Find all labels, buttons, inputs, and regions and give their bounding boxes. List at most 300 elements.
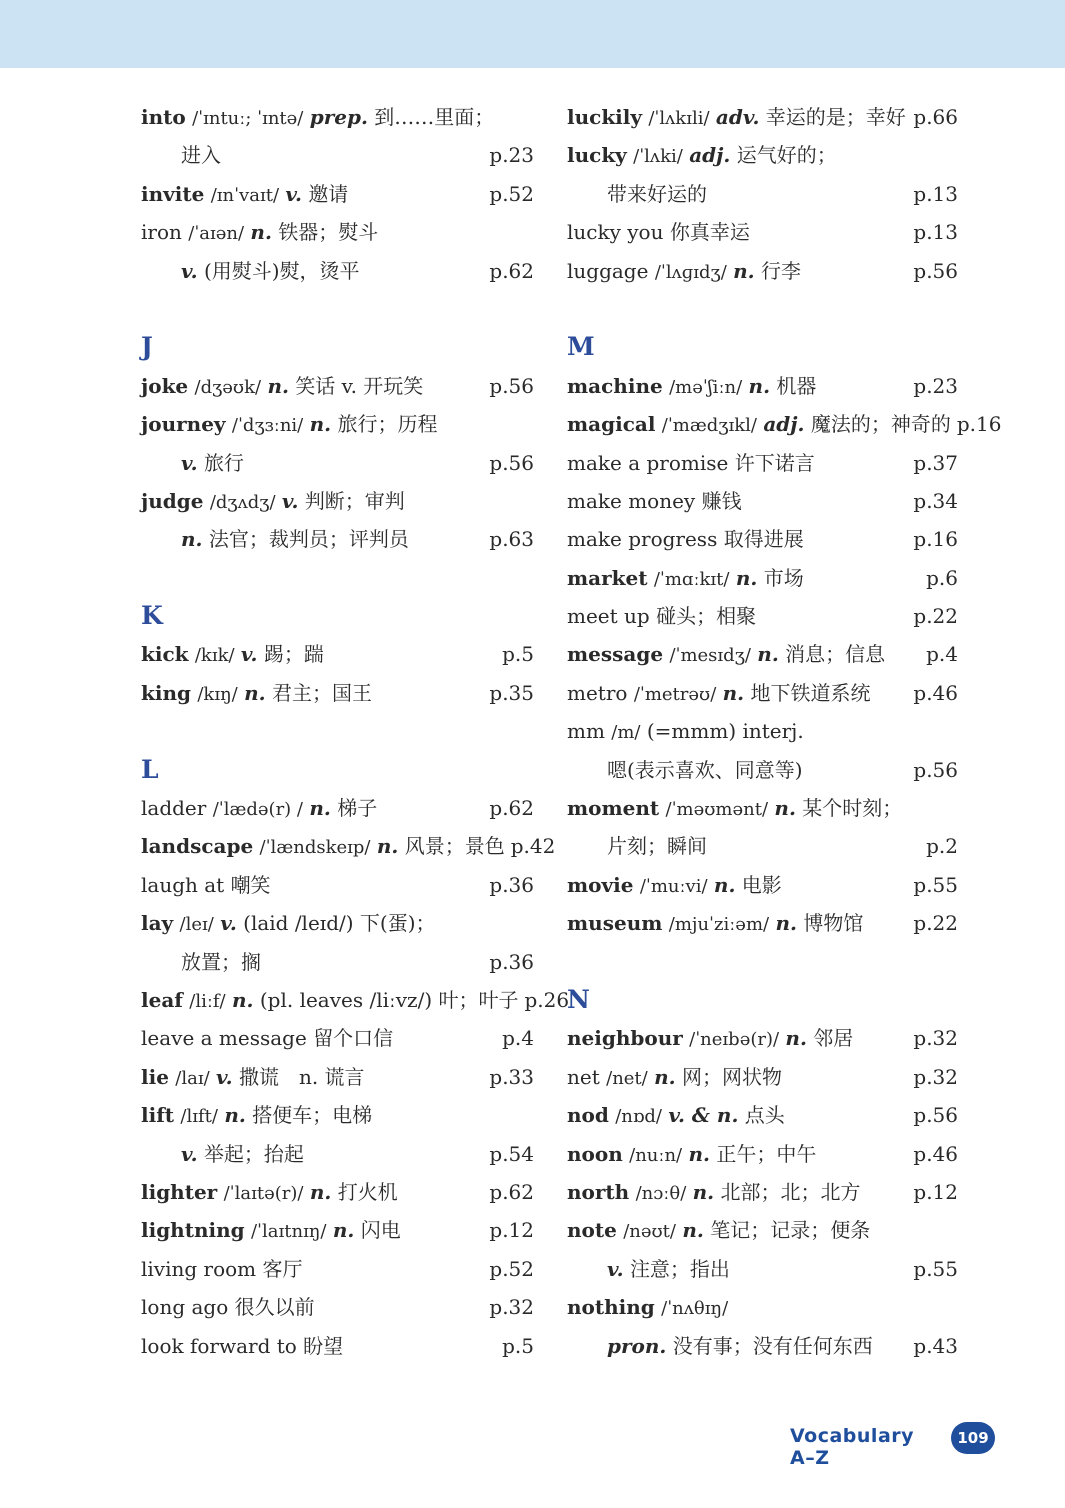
page-reference: p.56 bbox=[489, 450, 534, 475]
headword: landscape bbox=[141, 834, 254, 859]
entry-text bbox=[567, 712, 804, 750]
page-reference: p.62 bbox=[489, 796, 534, 821]
definition: 旅行；历程 bbox=[337, 412, 438, 437]
headword: into bbox=[141, 105, 186, 129]
headword: museum bbox=[567, 911, 663, 936]
page-reference: p.56 bbox=[913, 757, 958, 782]
entry-text bbox=[141, 1211, 401, 1249]
part-of-speech: n. bbox=[682, 1218, 704, 1243]
definition: 片刻；瞬间 bbox=[607, 834, 707, 859]
vocab-entry bbox=[141, 866, 534, 904]
spacer-line bbox=[141, 712, 534, 750]
page-reference: p.23 bbox=[913, 373, 958, 398]
definition: 撒谎 n. 谎言 bbox=[238, 1064, 365, 1089]
headword: make a promise bbox=[567, 450, 729, 475]
definition: 邀请 bbox=[308, 181, 349, 206]
page-reference: p.52 bbox=[489, 1256, 534, 1281]
part-of-speech: n. bbox=[250, 220, 272, 245]
definition: 带来好运的 bbox=[607, 181, 707, 206]
definition: (pl. leaves /liːvz/) 叶；叶子 bbox=[259, 987, 519, 1012]
spacer-line bbox=[567, 943, 958, 981]
part-of-speech: v. bbox=[607, 1256, 624, 1281]
definition: 市场 bbox=[763, 565, 804, 590]
entry-text bbox=[141, 1288, 315, 1326]
phonetic: /ˈlaɪtnɪŋ/ bbox=[250, 1221, 327, 1243]
definition: 博物馆 bbox=[803, 911, 864, 936]
phonetic: /ˈnʌθɪŋ/ bbox=[661, 1298, 729, 1320]
headword: lucky you bbox=[567, 220, 664, 245]
definition: 某个时刻； bbox=[802, 796, 903, 821]
definition: 幸运的是；幸好 bbox=[765, 105, 906, 129]
phonetic: /kɪk/ bbox=[194, 645, 235, 667]
vocab-entry bbox=[141, 789, 534, 827]
part-of-speech: n. bbox=[654, 1064, 676, 1089]
headword: long ago bbox=[141, 1295, 229, 1320]
entry-text bbox=[141, 1135, 304, 1173]
part-of-speech: n. bbox=[309, 1179, 332, 1204]
page-number-badge: 109 bbox=[951, 1422, 995, 1454]
page-reference: p.55 bbox=[913, 872, 958, 897]
vocab-entry bbox=[141, 1288, 534, 1326]
entry-text bbox=[141, 405, 437, 443]
page-reference: p.32 bbox=[913, 1026, 958, 1051]
definition: 笔记；记录；便条 bbox=[710, 1218, 871, 1243]
part-of-speech: n. bbox=[244, 680, 266, 705]
page-reference: p.13 bbox=[913, 220, 958, 245]
headword: lucky bbox=[567, 143, 627, 168]
part-of-speech: n. bbox=[692, 1179, 715, 1204]
vocab-entry bbox=[567, 674, 958, 712]
page-reference: p.4 bbox=[926, 642, 958, 667]
headword: leaf bbox=[141, 987, 183, 1012]
headword: message bbox=[567, 642, 664, 667]
phonetic: /lɪft/ bbox=[180, 1106, 218, 1128]
page-reference: p.34 bbox=[913, 488, 958, 513]
phonetic: /ˈmɑːkɪt/ bbox=[653, 568, 730, 590]
headword: neighbour bbox=[567, 1026, 683, 1051]
part-of-speech: n. bbox=[775, 911, 797, 936]
vocab-entry bbox=[141, 1250, 534, 1288]
definition: 邻居 bbox=[813, 1026, 854, 1051]
phonetic: /ˈmetrəʊ/ bbox=[633, 683, 717, 705]
page-reference: p.23 bbox=[489, 143, 534, 168]
phonetic: /ˈlaɪtə(r)/ bbox=[223, 1182, 304, 1204]
headword: lift bbox=[141, 1103, 175, 1128]
part-of-speech: n. bbox=[735, 565, 758, 590]
page-reference: p.13 bbox=[913, 181, 958, 206]
part-of-speech: n. bbox=[332, 1218, 355, 1243]
page-reference: p.56 bbox=[913, 1103, 958, 1128]
vocab-entry bbox=[567, 136, 958, 174]
letter-heading-text: K bbox=[141, 601, 163, 631]
letter-heading-text: J bbox=[141, 332, 153, 362]
entry-text bbox=[567, 827, 707, 865]
phonetic: /dʒʌdʒ/ bbox=[209, 491, 276, 513]
page-reference: p.16 bbox=[913, 527, 958, 552]
part-of-speech: v. bbox=[216, 1064, 233, 1089]
page-reference: p.36 bbox=[489, 949, 534, 974]
page-footer bbox=[790, 1421, 1000, 1469]
definition: 举起；抬起 bbox=[203, 1141, 304, 1166]
phonetic: /ˈməʊmənt/ bbox=[665, 799, 769, 821]
vocab-entry bbox=[141, 98, 534, 136]
definition: 进入 bbox=[181, 143, 221, 168]
phonetic: /laɪ/ bbox=[175, 1067, 210, 1089]
entry-text bbox=[141, 635, 324, 673]
phonetic: /ɪnˈvaɪt/ bbox=[210, 184, 280, 206]
section-title: Vocabulary A–Z bbox=[790, 1425, 915, 1469]
vocab-entry bbox=[567, 520, 958, 558]
page-reference: p.43 bbox=[913, 1333, 958, 1358]
part-of-speech: v. bbox=[220, 911, 237, 936]
vocab-entry bbox=[567, 866, 958, 904]
vocab-entry bbox=[567, 482, 958, 520]
page-reference: p.32 bbox=[489, 1295, 534, 1320]
entry-text bbox=[141, 1250, 303, 1288]
headword: make money bbox=[567, 488, 696, 513]
headword: ladder bbox=[141, 796, 207, 821]
headword: luggage bbox=[567, 258, 649, 283]
vocab-entry bbox=[567, 597, 958, 635]
entry-continuation bbox=[567, 751, 958, 789]
entry-text bbox=[141, 1327, 343, 1365]
definition: 梯子 bbox=[337, 796, 378, 821]
entry-text bbox=[567, 136, 837, 174]
letter-heading-text: M bbox=[567, 332, 595, 362]
headword: journey bbox=[141, 412, 226, 437]
entry-text bbox=[141, 1173, 398, 1211]
part-of-speech: v. bbox=[285, 181, 302, 206]
headword: lightning bbox=[141, 1218, 245, 1243]
definition: 很久以前 bbox=[234, 1295, 315, 1320]
vocab-entry bbox=[141, 405, 534, 443]
vocab-entry bbox=[567, 712, 958, 750]
phonetic: /ˈaɪən/ bbox=[188, 223, 245, 245]
headword: net bbox=[567, 1064, 600, 1089]
entry-text bbox=[141, 827, 505, 865]
definition: 许下诺言 bbox=[734, 450, 815, 475]
page-reference: p.12 bbox=[489, 1218, 534, 1243]
headword: lie bbox=[141, 1064, 169, 1089]
headword: mm bbox=[567, 719, 605, 744]
phonetic: /ˈlʌki/ bbox=[633, 146, 683, 168]
page-reference: p.22 bbox=[913, 604, 958, 629]
entry-text bbox=[567, 1135, 816, 1173]
vocab-entry bbox=[141, 213, 534, 251]
definition: 没有事；没有任何东西 bbox=[672, 1333, 873, 1358]
headword: kick bbox=[141, 642, 189, 667]
spacer-line bbox=[141, 290, 534, 328]
page-reference: p.46 bbox=[913, 1141, 958, 1166]
part-of-speech: adj. bbox=[689, 143, 731, 168]
entry-text bbox=[567, 1211, 870, 1249]
vocab-entry bbox=[141, 674, 534, 712]
entry-continuation bbox=[141, 252, 534, 290]
page-reference: p.2 bbox=[926, 834, 958, 859]
entry-text bbox=[141, 520, 409, 558]
vocab-entry bbox=[141, 635, 534, 673]
letter-heading bbox=[141, 328, 534, 366]
entry-text bbox=[567, 1058, 782, 1096]
page-reference: p.52 bbox=[489, 181, 534, 206]
definition: 机器 bbox=[776, 373, 817, 398]
definition: 地下铁道系统 bbox=[750, 680, 871, 705]
entry-text bbox=[567, 213, 750, 251]
definition: 闪电 bbox=[360, 1218, 401, 1243]
letter-heading bbox=[567, 328, 958, 366]
entry-text bbox=[141, 943, 261, 981]
page-reference: p.55 bbox=[913, 1256, 958, 1281]
definition: 消息；信息 bbox=[785, 642, 886, 667]
part-of-speech: n. bbox=[181, 527, 203, 552]
vocab-entry bbox=[141, 827, 556, 865]
entry-text bbox=[141, 1058, 365, 1096]
definition: 到……里面； bbox=[374, 105, 495, 129]
entry-text bbox=[141, 981, 519, 1019]
entry-continuation bbox=[141, 1135, 534, 1173]
entry-text bbox=[567, 674, 871, 712]
headword: market bbox=[567, 565, 648, 590]
entry-text bbox=[141, 482, 405, 520]
entry-text bbox=[141, 252, 360, 290]
letter-heading bbox=[141, 597, 534, 635]
entry-text bbox=[567, 1019, 853, 1057]
phonetic: /ˈmuːvi/ bbox=[639, 875, 708, 897]
part-of-speech: n. bbox=[267, 373, 289, 398]
headword: meet up bbox=[567, 604, 650, 629]
vocab-entry bbox=[141, 1058, 534, 1096]
vocab-entry bbox=[141, 175, 534, 213]
vocab-entry bbox=[141, 482, 534, 520]
entry-text bbox=[567, 597, 756, 635]
headword: joke bbox=[141, 373, 189, 398]
page-reference: p.42 bbox=[510, 834, 556, 859]
headword: nod bbox=[567, 1103, 609, 1128]
page-reference: p.56 bbox=[489, 373, 534, 398]
definition: 留个口信 bbox=[313, 1026, 394, 1051]
headword: luckily bbox=[567, 105, 642, 129]
vocab-entry bbox=[567, 252, 958, 290]
page-reference: p.12 bbox=[913, 1179, 958, 1204]
definition: 笑话 v. 开玩笑 bbox=[295, 373, 424, 398]
definition: (=mmm) interj. bbox=[646, 719, 804, 744]
page-reference: p.46 bbox=[913, 680, 958, 705]
headword: nothing bbox=[567, 1295, 655, 1320]
entry-text bbox=[141, 213, 378, 251]
headword: living room bbox=[141, 1256, 257, 1281]
phonetic: /ˈlʌɡɪdʒ/ bbox=[654, 261, 727, 283]
phonetic: /ˈmesɪdʒ/ bbox=[669, 645, 751, 667]
phonetic: /nɒd/ bbox=[615, 1106, 663, 1128]
phonetic: /nɔːθ/ bbox=[635, 1182, 687, 1204]
entry-text bbox=[141, 136, 221, 174]
vocab-entry bbox=[567, 904, 958, 942]
headword: iron bbox=[141, 220, 182, 245]
definition: 注意；指出 bbox=[629, 1256, 730, 1281]
definition: 铁器；熨斗 bbox=[278, 220, 379, 245]
spacer-line bbox=[567, 290, 958, 328]
definition: 放置；搁 bbox=[181, 949, 261, 974]
phonetic: /dʒəʊk/ bbox=[194, 376, 262, 398]
page-reference: p.62 bbox=[489, 1179, 534, 1204]
vocab-entry bbox=[567, 444, 958, 482]
letter-heading bbox=[567, 981, 958, 1019]
phonetic: /nuːn/ bbox=[629, 1144, 683, 1166]
entry-text bbox=[141, 1096, 372, 1134]
entry-continuation bbox=[567, 175, 958, 213]
part-of-speech: v. bbox=[181, 450, 198, 475]
entry-text bbox=[567, 405, 951, 443]
entry-text bbox=[567, 866, 782, 904]
page-reference: p.63 bbox=[489, 527, 534, 552]
vocab-entry bbox=[567, 367, 958, 405]
vocab-entry bbox=[567, 1173, 958, 1211]
entry-text bbox=[567, 1288, 728, 1326]
phonetic: /ˈlændskeɪp/ bbox=[259, 837, 371, 859]
page-reference: p.56 bbox=[913, 258, 958, 283]
definition: 电影 bbox=[741, 872, 782, 897]
definition: 网；网状物 bbox=[681, 1064, 782, 1089]
vocab-entry bbox=[567, 213, 958, 251]
vocab-entry bbox=[567, 789, 958, 827]
headword: invite bbox=[141, 181, 205, 206]
page-reference: p.37 bbox=[913, 450, 958, 475]
header-band bbox=[0, 0, 1065, 68]
entry-text bbox=[141, 674, 372, 712]
phonetic: /leɪ/ bbox=[179, 914, 214, 936]
page-reference: p.54 bbox=[489, 1141, 534, 1166]
part-of-speech: n. bbox=[722, 680, 745, 705]
phonetic: /nəʊt/ bbox=[623, 1221, 676, 1243]
phonetic: /liːf/ bbox=[189, 990, 226, 1012]
vocab-entry bbox=[141, 367, 534, 405]
entry-text bbox=[141, 904, 436, 942]
page-reference: p.66 bbox=[913, 105, 958, 129]
vocab-entry bbox=[141, 904, 534, 942]
page-reference: p.16 bbox=[956, 412, 1002, 437]
entry-continuation bbox=[141, 943, 534, 981]
definition: 风景；景色 bbox=[404, 834, 505, 859]
definition: 运气好的； bbox=[736, 143, 837, 168]
part-of-speech: n. bbox=[733, 258, 755, 283]
vocabulary-column-right bbox=[567, 98, 1002, 1365]
headword: noon bbox=[567, 1141, 623, 1166]
vocab-entry bbox=[567, 1211, 958, 1249]
headword: king bbox=[141, 680, 191, 705]
entry-text bbox=[567, 751, 803, 789]
definition: 打火机 bbox=[337, 1179, 398, 1204]
page-reference: p.36 bbox=[489, 872, 534, 897]
vocab-entry bbox=[141, 1019, 534, 1057]
vocab-entry bbox=[567, 559, 958, 597]
phonetic: /ˈlʌkɪli/ bbox=[648, 108, 710, 129]
headword: lay bbox=[141, 911, 174, 936]
vocab-entry bbox=[141, 1096, 534, 1134]
definition: 你真幸运 bbox=[669, 220, 750, 245]
page-reference: p.5 bbox=[502, 642, 534, 667]
phonetic: /net/ bbox=[606, 1067, 648, 1089]
headword: look forward to bbox=[141, 1333, 297, 1358]
page-reference: p.6 bbox=[926, 565, 958, 590]
entry-continuation bbox=[141, 136, 534, 174]
phonetic: /ˈmædʒɪkl/ bbox=[661, 415, 757, 437]
vocab-entry bbox=[567, 405, 1002, 443]
entry-continuation bbox=[141, 444, 534, 482]
page-reference: p.4 bbox=[502, 1026, 534, 1051]
headword: make progress bbox=[567, 527, 718, 552]
entry-text bbox=[141, 367, 423, 405]
part-of-speech: v. bbox=[240, 642, 258, 667]
part-of-speech: v. bbox=[181, 1141, 198, 1166]
part-of-speech: n. bbox=[309, 796, 331, 821]
definition: 北部；北；北方 bbox=[720, 1179, 861, 1204]
page-reference: p.33 bbox=[489, 1064, 534, 1089]
letter-heading bbox=[141, 751, 534, 789]
vocab-entry bbox=[141, 981, 570, 1019]
definition: 嗯(表示喜欢、同意等) bbox=[607, 757, 803, 782]
part-of-speech: n. bbox=[774, 796, 796, 821]
phonetic: /ˈdʒɜːni/ bbox=[231, 415, 304, 437]
definition: (laid /leɪd/) 下(蛋)； bbox=[243, 911, 436, 936]
page-reference: p.32 bbox=[913, 1064, 958, 1089]
definition: 旅行 bbox=[203, 450, 244, 475]
part-of-speech: prep. bbox=[309, 105, 368, 129]
part-of-speech: n. bbox=[376, 834, 399, 859]
phonetic: /mjuˈziːəm/ bbox=[668, 914, 770, 936]
entry-text bbox=[141, 789, 377, 827]
entry-text bbox=[141, 98, 494, 136]
part-of-speech: v. bbox=[181, 258, 198, 283]
entry-continuation bbox=[567, 1327, 958, 1365]
part-of-speech: n. bbox=[224, 1103, 246, 1128]
entry-text bbox=[567, 1327, 873, 1365]
part-of-speech: n. bbox=[785, 1026, 807, 1051]
definition: 嘲笑 bbox=[230, 872, 271, 897]
definition: 搭便车；电梯 bbox=[252, 1103, 373, 1128]
entry-text bbox=[141, 866, 271, 904]
definition: 客厅 bbox=[262, 1256, 303, 1281]
definition: 赚钱 bbox=[701, 488, 742, 513]
part-of-speech: pron. bbox=[607, 1333, 667, 1358]
entry-text bbox=[567, 252, 801, 290]
definition: 盼望 bbox=[303, 1333, 344, 1358]
phonetic: /ˈneɪbə(r)/ bbox=[689, 1029, 780, 1051]
definition: 君主；国王 bbox=[271, 680, 372, 705]
headword: note bbox=[567, 1218, 617, 1243]
vocab-entry bbox=[567, 98, 958, 136]
page-reference: p.5 bbox=[502, 1333, 534, 1358]
entry-text bbox=[567, 1250, 730, 1288]
vocab-entry bbox=[567, 1058, 958, 1096]
phonetic: /ˈɪntuː; ˈɪntə/ bbox=[192, 108, 304, 129]
definition: 取得进展 bbox=[723, 527, 804, 552]
letter-heading-text: L bbox=[141, 754, 159, 784]
entry-continuation bbox=[567, 827, 958, 865]
part-of-speech: v. & n. bbox=[668, 1103, 739, 1128]
entry-text bbox=[567, 635, 885, 673]
page-reference: p.62 bbox=[489, 258, 534, 283]
page-reference: p.22 bbox=[913, 911, 958, 936]
entry-text bbox=[567, 175, 707, 213]
headword: machine bbox=[567, 373, 663, 398]
definition: 正午；中午 bbox=[716, 1141, 817, 1166]
headword: movie bbox=[567, 872, 634, 897]
part-of-speech: n. bbox=[748, 373, 771, 398]
entry-text bbox=[567, 367, 816, 405]
entry-text bbox=[141, 1019, 393, 1057]
definition: 判断；审判 bbox=[304, 488, 405, 513]
phonetic: /ˈlædə(r) / bbox=[212, 799, 303, 821]
